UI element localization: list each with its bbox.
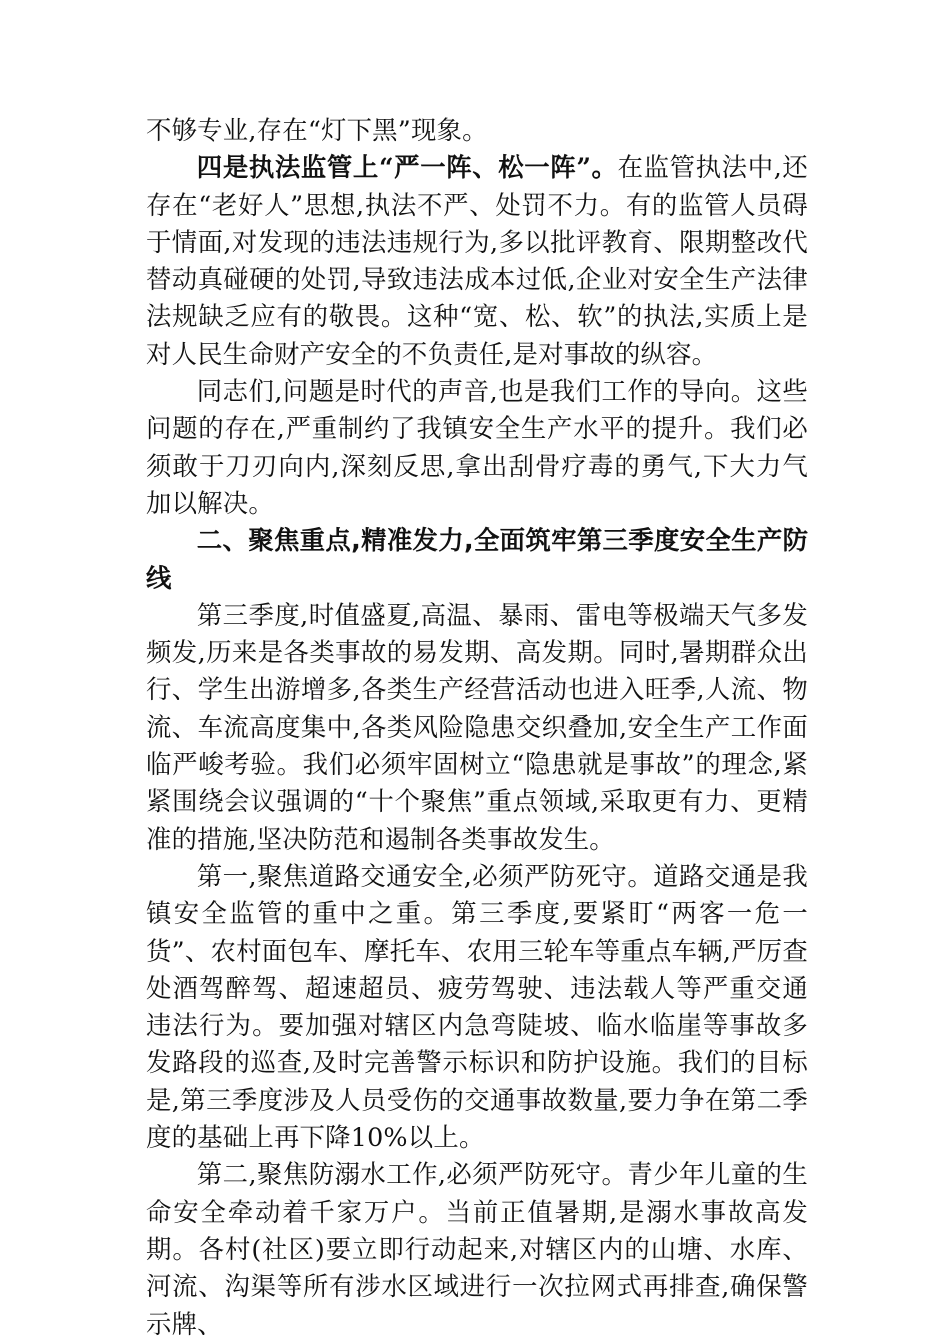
paragraph-road-traffic: 第一,聚焦道路交通安全,必须严防死守。道路交通是我镇安全监管的重中之重。第三季度,要紧盯“两客一危一货”、农村面包车、摩托车、农用三轮车等重点车辆,严厉查处酒驾醉驾、超速超员、疲劳驾驶、违法载人等严重交通违法行为。要加强对辖区内急弯陡坡、临水临崖等事故多发路段的巡查,及时完善警示标识和防护设施。我们的目标是,第三季度涉及人员受伤的交通事故数量,要力争在第二季度的基础上再下降10%以上。: [146, 860, 808, 1153]
paragraph-drowning-prevention: 第二,聚焦防溺水工作,必须严防死守。青少年儿童的生命安全牵动着千家万户。当前正值暑期,是溺水事故高发期。各村(社区)要立即行动起来,对辖区内的山塘、水库、河流、沟渠等所有涉水区域进行一次拉网式再排查,确保警示牌、: [146, 1159, 808, 1339]
paragraph-continuation: 不够专业,存在“灯下黑”现象。: [146, 115, 488, 145]
paragraph-lead-bold: 四是执法监管上“严一阵、松一阵”。: [196, 152, 618, 183]
section-heading: 二、聚焦重点,精准发力,全面筑牢第三季度安全生产防线: [146, 525, 808, 593]
paragraph-third-quarter: 第三季度,时值盛夏,高温、暴雨、雷电等极端天气多发频发,历来是各类事故的易发期、高发期。同时,暑期群众出行、学生出游增多,各类生产经营活动也进入旺季,人流、物流、车流高度集中,各类风险隐患交织叠加,安全生产工作面临严峻考验。我们必须牢固树立“隐患就是事故”的理念,紧紧围绕会议强调的“十个聚焦”重点领域,采取更有力、更精准的措施,坚决防范和遏制各类事故发生。: [146, 599, 808, 854]
document-page: [146, 112, 808, 1343]
paragraph-enforcement: [146, 149, 808, 373]
paragraph-comrades: 同志们,问题是时代的声音,也是我们工作的导向。这些问题的存在,严重制约了我镇安全生产水平的提升。我们必须敢于刀刃向内,深刻反思,拿出刮骨疗毒的勇气,下大力气加以解决。: [146, 376, 808, 518]
paragraph-body: 在监管执法中,还存在“老好人”思想,执法不严、处罚不力。有的监管人员碍于情面,对发现的违法违规行为,多以批评教育、限期整改代替动真碰硬的处罚,导致违法成本过低,企业对安全生产法律法规缺乏应有的敬畏。这种“宽、松、软”的执法,实质上是对人民生命财产安全的不负责任,是对事故的纵容。: [146, 152, 809, 369]
